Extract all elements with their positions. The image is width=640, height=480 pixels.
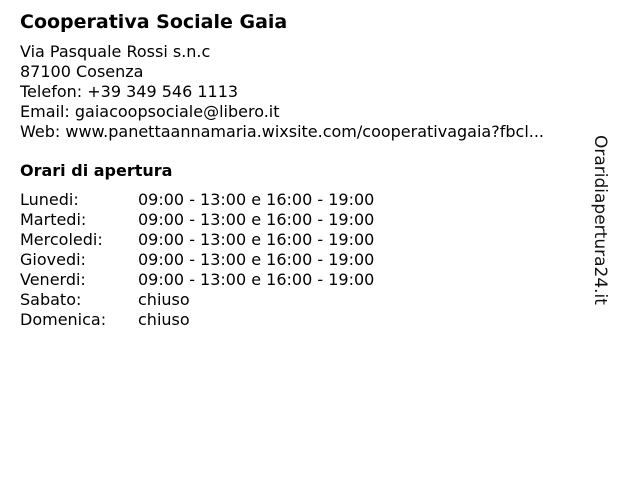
hours-time-value: 09:00 - 13:00 e 16:00 - 19:00 — [138, 250, 375, 269]
opening-hours-heading: Orari di apertura — [20, 161, 173, 180]
hours-day-label: Martedi: — [20, 210, 87, 229]
business-name: Cooperativa Sociale Gaia — [20, 11, 288, 33]
hours-row-sunday — [20, 310, 610, 330]
address-street: Via Pasquale Rossi s.n.c — [20, 42, 211, 61]
hours-day-label: Sabato: — [20, 290, 82, 309]
hours-time-value: 09:00 - 13:00 e 16:00 - 19:00 — [138, 210, 375, 229]
hours-row-thursday — [20, 250, 610, 270]
opening-hours-table — [20, 190, 610, 330]
hours-day-label: Venerdi: — [20, 270, 86, 289]
hours-time-value: 09:00 - 13:00 e 16:00 - 19:00 — [138, 270, 375, 289]
hours-time-value: 09:00 - 13:00 e 16:00 - 19:00 — [138, 190, 375, 209]
hours-row-friday — [20, 270, 610, 290]
hours-row-monday — [20, 190, 610, 210]
website-line: Web: www.panettaannamaria.wixsite.com/cooperativagaia?fbcl... — [20, 122, 545, 141]
hours-row-tuesday — [20, 210, 610, 230]
site-watermark: Oraridiapertura24.it — [590, 135, 610, 305]
phone-line: Telefon: +39 349 546 1113 — [20, 82, 239, 101]
email-line: Email: gaiacoopsociale@libero.it — [20, 102, 280, 121]
hours-row-saturday — [20, 290, 610, 310]
hours-time-value: chiuso — [138, 290, 190, 309]
hours-time-value: 09:00 - 13:00 e 16:00 - 19:00 — [138, 230, 375, 249]
hours-time-value: chiuso — [138, 310, 190, 329]
hours-day-label: Lunedi: — [20, 190, 79, 209]
hours-row-wednesday — [20, 230, 610, 250]
address-city: 87100 Cosenza — [20, 62, 144, 81]
hours-day-label: Domenica: — [20, 310, 107, 329]
business-card — [20, 10, 610, 330]
hours-day-label: Mercoledi: — [20, 230, 103, 249]
hours-day-label: Giovedi: — [20, 250, 86, 269]
